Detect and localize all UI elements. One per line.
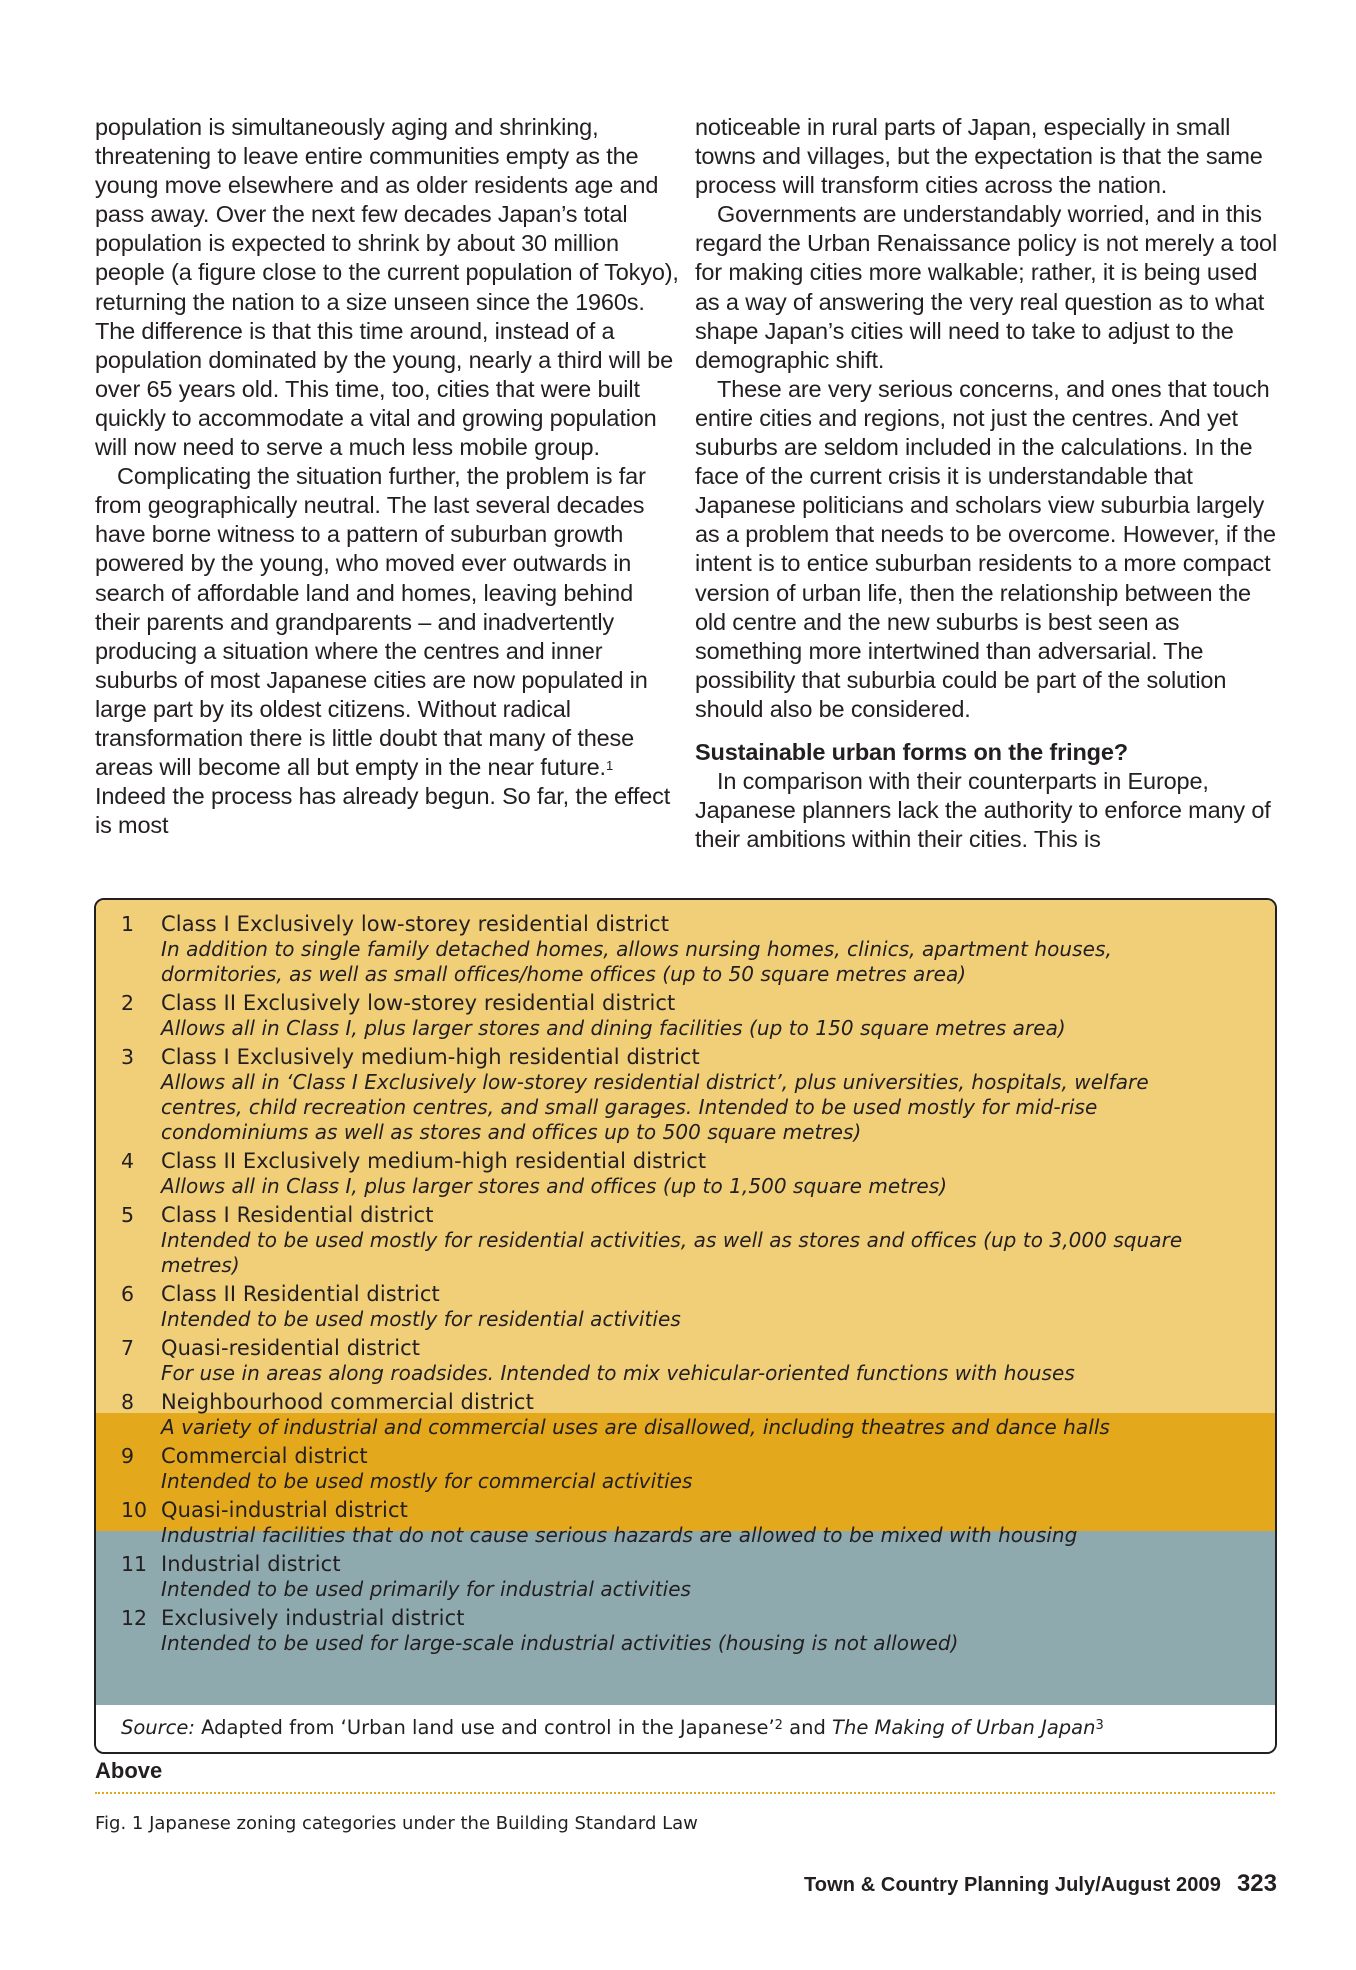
zoning-row xyxy=(96,1390,1275,1440)
zone-description: Intended to be used for large-scale industrial activities (housing is not allowed) xyxy=(161,1631,959,1655)
zoning-row xyxy=(96,1444,1275,1494)
zone-number: 8 xyxy=(121,1390,135,1414)
section-heading: Sustainable urban forms on the fringe? xyxy=(695,738,1129,765)
zone-description: Intended to be used mostly for commercial activities xyxy=(161,1469,693,1493)
zone-name: Exclusively industrial district xyxy=(161,1606,465,1630)
zoning-row xyxy=(96,1606,1275,1656)
zone-description: Intended to be used primarily for industrial activities xyxy=(161,1577,692,1601)
zone-number: 6 xyxy=(121,1282,135,1306)
zone-text xyxy=(161,1390,1275,1440)
journal-title: Town & Country Planning July/August 2009 xyxy=(803,1874,1221,1896)
body-text-columns xyxy=(95,113,1278,873)
zone-text xyxy=(161,1045,1275,1145)
zone-description: In addition to single family detached homes, allows nursing homes, clinics, apartment houses, dormitories, as well as small offices/home offices (up to 50 square metres area) xyxy=(161,937,1112,986)
source-label: Source: xyxy=(121,1716,195,1739)
zone-name: Class II Exclusively medium-high residential district xyxy=(161,1149,707,1173)
zone-name: Commercial district xyxy=(161,1444,368,1468)
zoning-row xyxy=(96,1282,1275,1332)
paragraph: In comparison with their counterparts in Europe, Japanese planners lack the authority to enforce many of their ambitions within their cities. This is xyxy=(695,768,1271,853)
zoning-row xyxy=(96,1552,1275,1602)
zone-number: 9 xyxy=(121,1444,135,1468)
zone-number: 1 xyxy=(121,912,135,936)
zone-number: 5 xyxy=(121,1203,135,1227)
source-title: The Making of Urban Japan xyxy=(832,1716,1096,1739)
zoning-row xyxy=(96,991,1275,1041)
page-footer xyxy=(804,1870,1277,1898)
footnote-ref: 2 xyxy=(774,1718,783,1733)
source-text: Adapted from ‘Urban land use and control in the Japanese’ xyxy=(194,1716,775,1739)
footnote-ref: 3 xyxy=(1095,1718,1104,1733)
zoning-row xyxy=(96,1498,1275,1548)
zone-name: Quasi-industrial district xyxy=(161,1498,408,1522)
zone-number: 11 xyxy=(121,1552,148,1576)
paragraph-text: Complicating the situation further, the problem is far from geographically neutral. The last several decades have borne witness to a pattern of suburban growth powered by the young, who moved ever outwards in search of affordable land and homes, leaving behind their parents and grandparents – and inadvertently producing a situation where the centres and inner suburbs of most Japanese cities are now populated in large part by its oldest citizens. Without radical transformation there is little doubt that many of these areas will become all but empty in the near future. xyxy=(95,463,648,781)
zone-description: Allows all in Class I, plus larger stores and dining facilities (up to 150 square metres area) xyxy=(161,1016,1066,1040)
zone-name: Class II Residential district xyxy=(161,1282,440,1306)
zone-text xyxy=(161,1203,1275,1278)
paragraph: population is simultaneously aging and shrinking, threatening to leave entire communities empty as the young move elsewhere and as older residents age and pass away. Over the next few decades Japan’s total population is expected to shrink by about 30 million people (a figure close to the current population of Tokyo), returning the nation to a size unseen since the 1960s. The difference is that this time around, instead of a population dominated by the young, nearly a third will be over 65 years old. This time, too, cities that were built quickly to accommodate a vital and growing population will now need to serve a much less mobile group. xyxy=(95,114,679,461)
zone-text xyxy=(161,1336,1275,1386)
paragraph: noticeable in rural parts of Japan, especially in small towns and villages, but the expectation is that the same process will transform cities across the nation. xyxy=(695,114,1263,199)
zone-text xyxy=(161,1282,1275,1332)
zoning-rows xyxy=(96,912,1275,1660)
zone-number: 2 xyxy=(121,991,135,1015)
footnote-ref: 1 xyxy=(605,758,614,774)
caption-divider xyxy=(95,1792,1275,1794)
zone-text xyxy=(161,1444,1275,1494)
paragraph: Governments are understandably worried, and in this regard the Urban Renaissance policy is not merely a tool for making cities more walkable; rather, it is being used as a way of answering the very real question as to what shape Japan’s cities will need to take to adjust to the demographic shift. xyxy=(695,201,1278,373)
zone-description: Intended to be used mostly for residential activities, as well as stores and offices (up to 3,000 square metres) xyxy=(161,1228,1183,1277)
zoning-row xyxy=(96,1045,1275,1145)
zone-number: 4 xyxy=(121,1149,135,1173)
zone-description: Industrial facilities that do not cause serious hazards are allowed to be mixed with housing xyxy=(161,1523,1078,1547)
zone-name: Class I Exclusively low-storey residential district xyxy=(161,912,670,936)
zone-name: Class I Exclusively medium-high residential district xyxy=(161,1045,700,1069)
zone-description: Intended to be used mostly for residential activities xyxy=(161,1307,681,1331)
zone-name: Industrial district xyxy=(161,1552,341,1576)
zone-number: 12 xyxy=(121,1606,148,1630)
left-column xyxy=(95,113,680,840)
zone-name: Class I Residential district xyxy=(161,1203,434,1227)
zoning-table xyxy=(94,898,1277,1754)
zone-description: For use in areas along roadsides. Intended to mix vehicular-oriented functions with houses xyxy=(161,1361,1075,1385)
zoning-row xyxy=(96,912,1275,987)
zoning-row xyxy=(96,1336,1275,1386)
zoning-row xyxy=(96,1203,1275,1278)
caption-label: Above xyxy=(95,1758,163,1783)
zone-text xyxy=(161,1606,1275,1656)
zone-description: Allows all in Class I, plus larger stores and offices (up to 1,500 square metres) xyxy=(161,1174,948,1198)
zone-name: Quasi-residential district xyxy=(161,1336,421,1360)
zone-name: Class II Exclusively low-storey residential district xyxy=(161,991,676,1015)
zone-text xyxy=(161,1149,1275,1199)
zone-text xyxy=(161,991,1275,1041)
zone-text xyxy=(161,912,1275,987)
right-column xyxy=(695,113,1280,854)
figure-caption: Fig. 1 Japanese zoning categories under the Building Standard Law xyxy=(95,1813,698,1834)
zone-name: Neighbourhood commercial district xyxy=(161,1390,534,1414)
page-number: 323 xyxy=(1236,1870,1277,1897)
zoning-row xyxy=(96,1149,1275,1199)
zone-text xyxy=(161,1498,1275,1548)
zone-number: 3 xyxy=(121,1045,135,1069)
zone-number: 10 xyxy=(121,1498,148,1522)
zone-description: A variety of industrial and commercial uses are disallowed, including theatres and dance halls xyxy=(161,1415,1110,1439)
paragraph-text-cont: Indeed the process has already begun. So far, the effect is most xyxy=(95,783,671,839)
source-text: and xyxy=(782,1716,833,1739)
zone-text xyxy=(161,1552,1275,1602)
table-source xyxy=(121,1715,1104,1741)
zone-number: 7 xyxy=(121,1336,135,1360)
zone-description: Allows all in ‘Class I Exclusively low-storey residential district’, plus universities, hospitals, welfare centres, child recreation centres, and small garages. Intended to be used mostly for mid-rise condominiums as well as stores and offices up to 500 square metres) xyxy=(161,1070,1149,1144)
paragraph: These are very serious concerns, and ones that touch entire cities and regions, not just the centres. And yet suburbs are seldom included in the calculations. In the face of the current crisis it is understandable that Japanese politicians and scholars view suburbia largely as a problem that needs to be overcome. However, if the intent is to entice suburban residents to a more compact version of urban life, then the relationship between the old centre and the new suburbs is best seen as something more intertwined than adversarial. The possibility that suburbia could be part of the solution should also be considered. xyxy=(695,375,1276,722)
paragraph xyxy=(95,462,680,840)
